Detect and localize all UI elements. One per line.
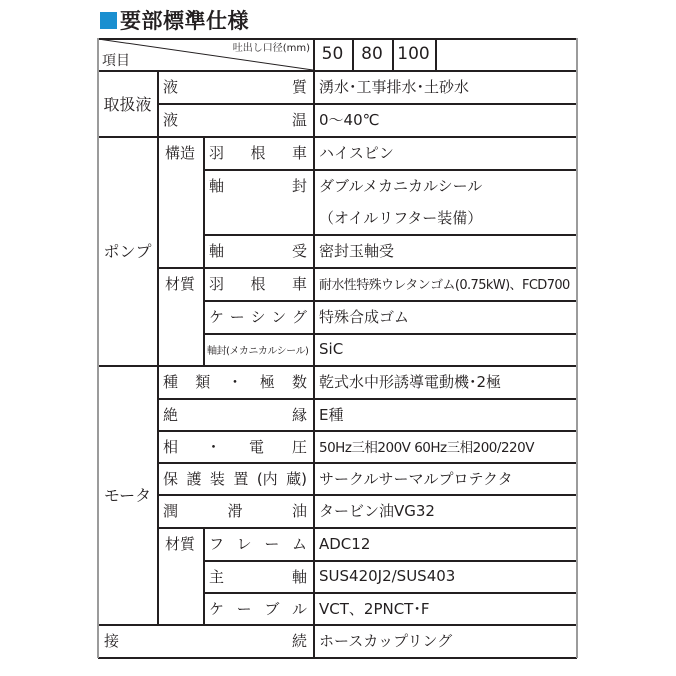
frame-label [203, 527, 313, 560]
liquid-quality-label [157, 70, 313, 103]
label-char: グ [291, 308, 307, 326]
label-char: ム [291, 535, 307, 553]
label-char: 保 [163, 469, 179, 488]
label-char: 受 [291, 242, 307, 260]
mech-seal-label: 軸封(メカニカルシール) [207, 345, 309, 357]
shaft-seal-label [203, 169, 313, 202]
label-char: 圧 [291, 437, 307, 456]
label-char: 根 [250, 275, 266, 293]
cable-label [203, 592, 313, 624]
casing-value: 特殊合成ゴム [319, 308, 410, 326]
label-char: 封 [291, 177, 307, 195]
label-char: (内 [256, 469, 278, 488]
mech-seal-value: SiC [319, 340, 344, 358]
main-shaft-label [203, 560, 313, 592]
item-label: 項目 [102, 53, 130, 69]
label-char: 液 [163, 78, 179, 96]
liquid-temp-value: 0～40℃ [319, 111, 380, 129]
insulation-label [157, 398, 313, 430]
connection-value: ホースカップリング [319, 632, 453, 650]
label-char: ・ [205, 437, 221, 456]
motor-label: モータ [103, 486, 152, 505]
label-char: 羽 [209, 144, 225, 162]
label-char: 蔵) [286, 469, 307, 488]
label-char: 電 [248, 437, 264, 456]
motor-type-value: 乾式水中形誘導電動機･2極 [319, 373, 502, 391]
label-char: フ [209, 535, 225, 553]
impeller-label [203, 136, 313, 169]
protection-value: サークルサーマルプロテクタ [319, 469, 513, 488]
label-char: ル [291, 599, 307, 618]
shaft-seal-value-note: （オイルリフター装備） [319, 209, 483, 227]
bearing-value: 密封玉軸受 [319, 242, 395, 260]
label-char: シ [250, 308, 266, 326]
label-char: レ [236, 535, 252, 553]
label-char: 質 [291, 78, 307, 96]
impeller-value: ハイスピン [319, 144, 394, 162]
title-text: 要部標準仕様 [120, 9, 249, 33]
label-char: 絶 [163, 405, 179, 424]
label-char: 軸 [209, 242, 225, 260]
label-char: 種 [163, 373, 179, 391]
lubricant-value: タービン油VG32 [319, 502, 435, 520]
size-100: 100 [397, 44, 430, 64]
liquid-temp-label [157, 103, 313, 136]
section-title [100, 6, 249, 34]
label-char: 軸 [291, 567, 307, 586]
main-shaft-value: SUS420J2/SUS403 [319, 567, 456, 585]
impeller-material-label [203, 267, 313, 300]
lubricant-label [157, 494, 313, 527]
label-char: ケ [209, 308, 225, 326]
label-char: 極 [259, 373, 275, 391]
pump-label: ポンプ [103, 242, 152, 261]
label-char: ケ [209, 599, 225, 618]
casing-label [203, 300, 313, 333]
motor-type-label [157, 365, 313, 398]
label-char: 羽 [209, 275, 225, 293]
pump-material-label: 材質 [164, 275, 195, 293]
label-char: 護 [186, 469, 202, 488]
insulation-value: E種 [319, 405, 344, 424]
label-char: ー [236, 599, 252, 618]
label-char: 液 [163, 111, 179, 129]
label-char: 相 [163, 437, 179, 456]
size-80: 80 [361, 44, 383, 64]
label-char: 温 [291, 111, 307, 129]
label-char: 接 [104, 632, 120, 650]
label-char: ー [264, 535, 280, 553]
label-char: ブ [264, 599, 280, 618]
label-char: 続 [291, 632, 307, 650]
label-char: 数 [291, 373, 307, 391]
label-char: 車 [291, 144, 307, 162]
label-char: 装 [209, 469, 225, 488]
pump-structure-label: 構造 [164, 144, 195, 162]
phase-voltage-value: 50Hz三相200V 60Hz三相200/220V [319, 440, 534, 456]
label-char: 車 [291, 275, 307, 293]
label-char: 置 [233, 469, 249, 488]
label-char: 類 [195, 373, 211, 391]
label-char: ー [229, 308, 245, 326]
label-char: 軸 [209, 177, 225, 195]
bearing-label [203, 234, 313, 267]
protection-label [157, 462, 313, 494]
label-char: 滑 [227, 502, 243, 520]
motor-material-label: 材質 [164, 535, 195, 553]
label-char: 縁 [291, 405, 307, 424]
label-char: ・ [227, 373, 243, 391]
label-char: ン [271, 308, 287, 326]
phase-voltage-label [157, 430, 313, 462]
liquid-quality-value: 湧水･工事排水･土砂水 [319, 78, 470, 96]
title-square-icon [100, 12, 117, 29]
diameter-label: 吐出し口径(mm) [232, 42, 310, 54]
label-char: 油 [291, 502, 307, 520]
label-char: 潤 [163, 502, 179, 520]
label-char: 根 [250, 144, 266, 162]
label-char: 主 [209, 567, 225, 586]
shaft-seal-value: ダブルメカニカルシール [319, 177, 483, 195]
frame-value: ADC12 [319, 534, 371, 553]
connection-label [98, 624, 313, 657]
size-50: 50 [321, 44, 344, 64]
cable-value: VCT、2PNCT･F [319, 599, 430, 618]
handling-liquid-label: 取扱液 [103, 94, 152, 114]
impeller-material-value: 耐水性特殊ウレタンゴム(0.75kW)、FCD700 [319, 278, 570, 293]
